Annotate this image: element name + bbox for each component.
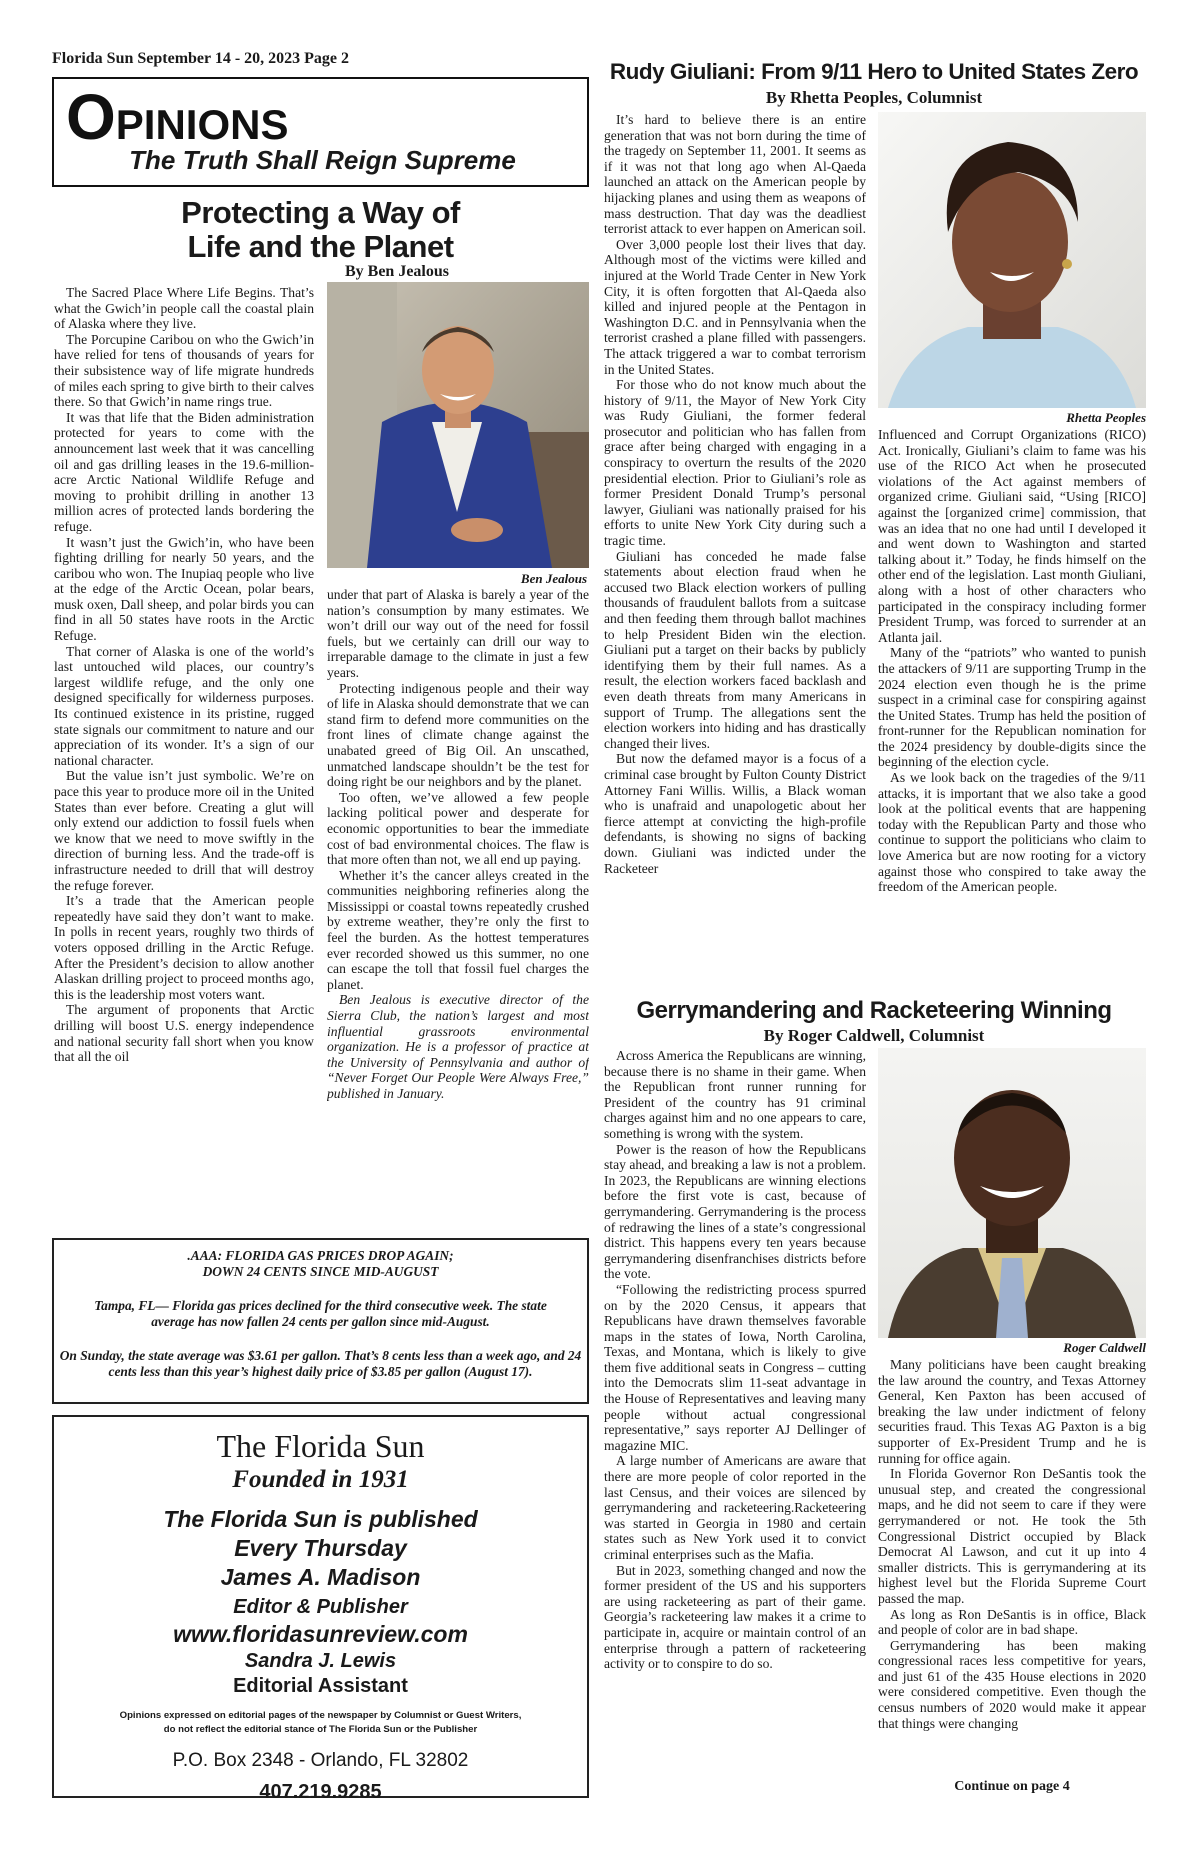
paragraph: Too often, we’ve allowed a few people lacking political power and desperate for economic opportunities to bear the immediate cost of bad environmental choices. The flaw is that more often than not, we all end up paying. [327, 789, 589, 868]
ben-jealous-photo [327, 282, 589, 568]
paragraph: “Following the redistricting process spurred on by the 2020 Census, it appears that Republicans have drawn themselves favorable maps in the states of Iowa, North Carolina, Texas, and Montana, which is likely to give them five additional seats in Congress – cutting into the Democrats slim 11-seat advantage in the House of Representatives and leaving many people without actual congressional representative,” says reporter AJ Dellinger of magazine MIC. [604, 1281, 866, 1453]
article2-headline: Rudy Giuliani: From 9/11 Hero to United States Zero [609, 59, 1139, 84]
paragraph: It was that life that the Biden administration protected for years to come with the announcement last week that it was cancelling oil and gas drilling leases in the 19.6-million-acre Arctic National Wildlife Refuge and moving to prohibit drilling in another 13 million acres of protected lands bordering the refuge. [54, 409, 314, 534]
article1-headline: Protecting a Way of Life and the Planet [181, 195, 460, 264]
paragraph: But the value isn’t just symbolic. We’re on pace this year to produce more oil in the United States than ever before. Creating a glut will only extend our addiction to fossil fuels when we know that we need to move swiftly in the direction of burning less. And the trade-off is infrastructure needed to drill that will destroy the refuge forever. [54, 768, 314, 893]
paragraph: As long as Ron DeSantis is in office, Black and people of color are in bad shape. [878, 1606, 1146, 1638]
author-bio: Ben Jealous is executive director of the Sierra Club, the nation’s largest and most influential grassroots environmental organization. He is a professor of practice at the University of Pennsylvania and author of “Never Forget Our People Were Always Free,” published in January. [327, 992, 589, 1101]
paragraph: But now the defamed mayor is a focus of a criminal case brought by Fulton County District Attorney Fani Willis. Willis, a Black woman who is unafraid and unapologetic about her fierce attempt at convicting the high-profile defendants, is showing no signs of backing down. Giuliani was indicted under the Racketeer [604, 751, 866, 876]
phone-number: 407.219.9285 [259, 1781, 382, 1803]
page-dateline: Florida Sun September 14 - 20, 2023 Page 2 [52, 50, 350, 67]
roger-caldwell-caption: Roger Caldwell [1063, 1340, 1146, 1355]
founded-line: Founded in 1931 [232, 1466, 409, 1493]
published-line-2: Every Thursday [234, 1535, 407, 1561]
paragraph: under that part of Alaska is barely a year of the nation’s consumption by many estimates. We won’t drill our way out of the need for fossil fuels, but we certainly can drill our way to irreparable damage to the climate in just a few years. [327, 587, 589, 680]
paragraph: Gerrymandering has been making congressional races less competitive for years, and just 61 of the 435 House elections in 2020 were considered competitive. Even though the census numbers of 2020 would make it appear that things were changing [878, 1637, 1146, 1731]
continue-on-page-link[interactable]: Continue on page 4 [954, 1779, 1070, 1794]
paragraph: Power is the reason of how the Republicans stay ahead, and breaking a law is not a problem. In 2023, the Republicans are winning elections before the first vote is cast, because of gerrymandering. Gerrymandering is the process of redrawing the lines of a state’s congressional district. This happens every ten years because gerrymandering disenfranchises districts before the vote. [604, 1141, 866, 1282]
paragraph: The argument of proponents that Arctic drilling will boost U.S. energy independence and national security fall short when you know that all the oil [54, 1002, 314, 1065]
published-line-1: The Florida Sun is published [163, 1506, 478, 1532]
paragraph: Protecting indigenous people and their way of life in Alaska should demonstrate that we can stand firm to defend more communities on the front lines of climate change against the unabated greed of Big Oil. An unscathed, unmatched landscape shouldn’t be the test for doing right be our neighbors and by the planet. [327, 680, 589, 790]
paragraph: That corner of Alaska is one of the world’s last untouched wild places, our country’s largest wildlife refuge, and the only one designed specifically for wilderness purposes. Its continued existence in its pristine, rugged state signals our commitment to nature and our appreciation of its wonder. It’s a sign of our national character. [54, 643, 314, 768]
website-link[interactable]: www.floridasunreview.com [173, 1621, 468, 1647]
article1-column-1 [54, 285, 314, 1225]
article2-column-1 [604, 112, 866, 990]
article1-column-2 [327, 587, 589, 1227]
paragraph: Across America the Republicans are winning, because there is no shame in their game. When the Republican front runner running for President of the country has 91 criminal charges against him and no one appears to care, something is wrong with the system. [604, 1048, 866, 1141]
paragraph: Many politicians have been caught breaking the law around the country, and Texas Attorney General, Ken Paxton has been accused of breaking the law under indictment of felony securities fraud. This Texas AG Paxton is a big supporter of Ex-President Trump and he is running for office again. [878, 1357, 1146, 1466]
editor-name: James A. Madison [220, 1564, 421, 1590]
assistant-name: Sandra J. Lewis [244, 1650, 397, 1672]
article3-byline: By Roger Caldwell, Columnist [763, 1026, 985, 1045]
disclaimer: Opinions expressed on editorial pages of the newspaper by Columnist or Guest Writers, do not reflect the editorial stance of The Florida Sun or the Publisher [119, 1710, 522, 1735]
paragraph: Many of the “patriots” who wanted to punish the attackers of 9/11 are supporting Trump in the 2024 election even though he is the prime suspect in a criminal case for conspiring against the United States. Trump has held the position of front-runner for the Republican nomination for the 2024 presidency by double-digits since the beginning of the election cycle. [878, 645, 1146, 770]
paragraph: It wasn’t just the Gwich’in, who have been fighting drilling for nearly 50 years, and the caribou who won. The Inupiaq people who live at the edge of the Arctic Ocean, polar bears, musk oxen, Dall sheep, and polar birds you can find in all 50 states have roots in the Arctic Refuge. [54, 534, 314, 644]
mailing-address: P.O. Box 2348 - Orlando, FL 32802 [172, 1750, 469, 1771]
paragraph: For those who do not know much about the history of 9/11, the Mayor of New York City was Rudy Giuliani, the former federal prosecutor and politician who has fallen from grace after being charged with engaging in a conspiracy to overturn the results of the 2020 presidential election. Prior to Giuliani’s role as former President Donald Trump’s personal lawyer, Giuliani was nationally praised for his efforts to unite New York City during such a tragic time. [604, 377, 866, 549]
paper-name: The Florida Sun [216, 1428, 425, 1464]
article3-headline: Gerrymandering and Racketeering Winning [636, 997, 1112, 1024]
editor-title: Editor & Publisher [233, 1596, 408, 1618]
paragraph: Giuliani has conceded he made false statements about election fraud when he accused two Black election workers of pulling thousands of fraudulent ballots from a suitcase and then feeding them through ballot machines to help President Biden win the election. Giuliani put a target on their backs by publicly identifying them by their full names. As a result, the election workers faced backlash and even death threats from many Americans in support of Trump. The allegations sent the election workers into hiding and has drastically changed their lives. [604, 548, 866, 751]
masthead-title: OPINIONS [66, 81, 289, 153]
opinions-masthead [52, 77, 589, 187]
gas-box-title: .AAA: FLORIDA GAS PRICES DROP AGAIN; DOWN 24 CENTS SINCE MID-AUGUST [187, 1248, 454, 1279]
paragraph: The Sacred Place Where Life Begins. That’s what the Gwich’in people call the coastal plain of Alaska where they live. [54, 285, 314, 332]
paragraph: As we look back on the tragedies of the 9/11 attacks, it is important that we also take a good look at the political events that are happening today with the Republican Party and those who continue to support the politicians who claim to love America but are now rooting for a victory against those who conspired to take away the freedom of the American people. [878, 770, 1146, 895]
paragraph: It’s a trade that the American people repeatedly have said they don’t want to make. In polls in recent years, roughly two thirds of voters opposed drilling in the Arctic Refuge. After the President’s decision to allow another Alaskan drilling project to proceed months ago, this is the leadership most voters want. [54, 893, 314, 1002]
article3-column-2 [878, 1357, 1146, 1777]
article2-column-2 [878, 427, 1146, 987]
masthead-tagline: The Truth Shall Reign Supreme [129, 145, 516, 175]
gas-prices-box [52, 1238, 589, 1404]
paragraph: But in 2023, something changed and now the former president of the US and his supporters are using racketeering as part of their game. Georgia’s racketeering law makes it a crime to participate in, acquire or maintain control of an enterprise through a pattern of racketeering activity or to conspire to do so. [604, 1562, 866, 1672]
paragraph: It’s hard to believe there is an entire generation that was not born during the time of the tragedy on September 11, 2001. It seems as if it was not that long ago when Al-Qaeda launched an attack on the American people by hijacking planes and using them as weapons of mass destruction. That day was the deadliest terrorist attack to ever happen on American soil. [604, 112, 866, 237]
paragraph: In Florida Governor Ron DeSantis took the unusual step, and created the congressional maps, and he did not seem to care if they were gerrymandered or not. He took the 5th Congressional District occupied by Black Democrat Al Lawson, and cut it up into 4 smaller districts. This is gerrymandering at its highest level but the Florida Supreme Court passed the map. [878, 1466, 1146, 1606]
article2-byline: By Rhetta Peoples, Columnist [765, 88, 983, 107]
publisher-info-box [52, 1415, 589, 1803]
rhetta-peoples-caption: Rhetta Peoples [1066, 410, 1146, 425]
paragraph: Influenced and Corrupt Organizations (RICO) Act. Ironically, Giuliani’s claim to fame was his use of the RICO Act when he prosecuted violations of the Act against members of organized crime. Giuliani said, “Using [RICO] against the [organized crime] commission, that was an idea that no one had until I developed it and went down to Washington and started talking about it.” Today, he finds himself on the other end of the legislation. Last month Giuliani, along with a host of other characters who participated in the conspiracy including former President Trump, was forced to surrender at an Atlanta jail. [878, 427, 1146, 645]
paragraph: Whether it’s the cancer alleys created in the communities neighboring refineries along the Mississippi or coastal towns repeatedly crushed by extreme weather, they’re only the first to feel the burden. As the hottest temperatures ever recorded showed us this summer, no one can escape the toll that fossil fuel charges the planet. [327, 867, 589, 992]
gas-box-para-2: On Sunday, the state average was $3.61 per gallon. That’s 8 cents less than a week ago, and 24 cents less than this year’s highest daily price of $3.85 per gallon (August 17). [59, 1348, 582, 1379]
assistant-title: Editorial Assistant [233, 1675, 408, 1697]
paragraph: A large number of Americans are aware that there are more people of color reported in the last Census, and their voices are silenced by gerrymandering and racketeering.Racketeering was started in Georgia in 1980 and certain states such as New York used it to convict criminal enterprises such as the Mafia. [604, 1453, 866, 1562]
ben-jealous-caption: Ben Jealous [520, 571, 587, 586]
rhetta-peoples-photo [878, 112, 1146, 408]
roger-caldwell-photo [878, 1048, 1146, 1338]
article3-column-1 [604, 1048, 866, 1796]
paragraph: The Porcupine Caribou on who the Gwich’in have relied for tens of thousands of years for their subsistence way of life migrate hundreds of miles each spring to give birth to their calves there. So that Gwich’in name rings true. [54, 331, 314, 410]
gas-box-para-1: Tampa, FL— Florida gas prices declined for the third consecutive week. The state average has now fallen 24 cents per gallon since mid-August. [94, 1298, 547, 1329]
article1-byline: By Ben Jealous [344, 263, 449, 280]
paragraph: Over 3,000 people lost their lives that day. Although most of the victims were killed and injured at the World Trade Center in New York City, it is often forgotten that Al-Qaeda also killed and injured people at the Pentagon in Washington D.C. and in Pennsylvania when the terrorist crashed a plane filled with passengers. The attack triggered a war to combat terrorism in the United States. [604, 236, 866, 377]
